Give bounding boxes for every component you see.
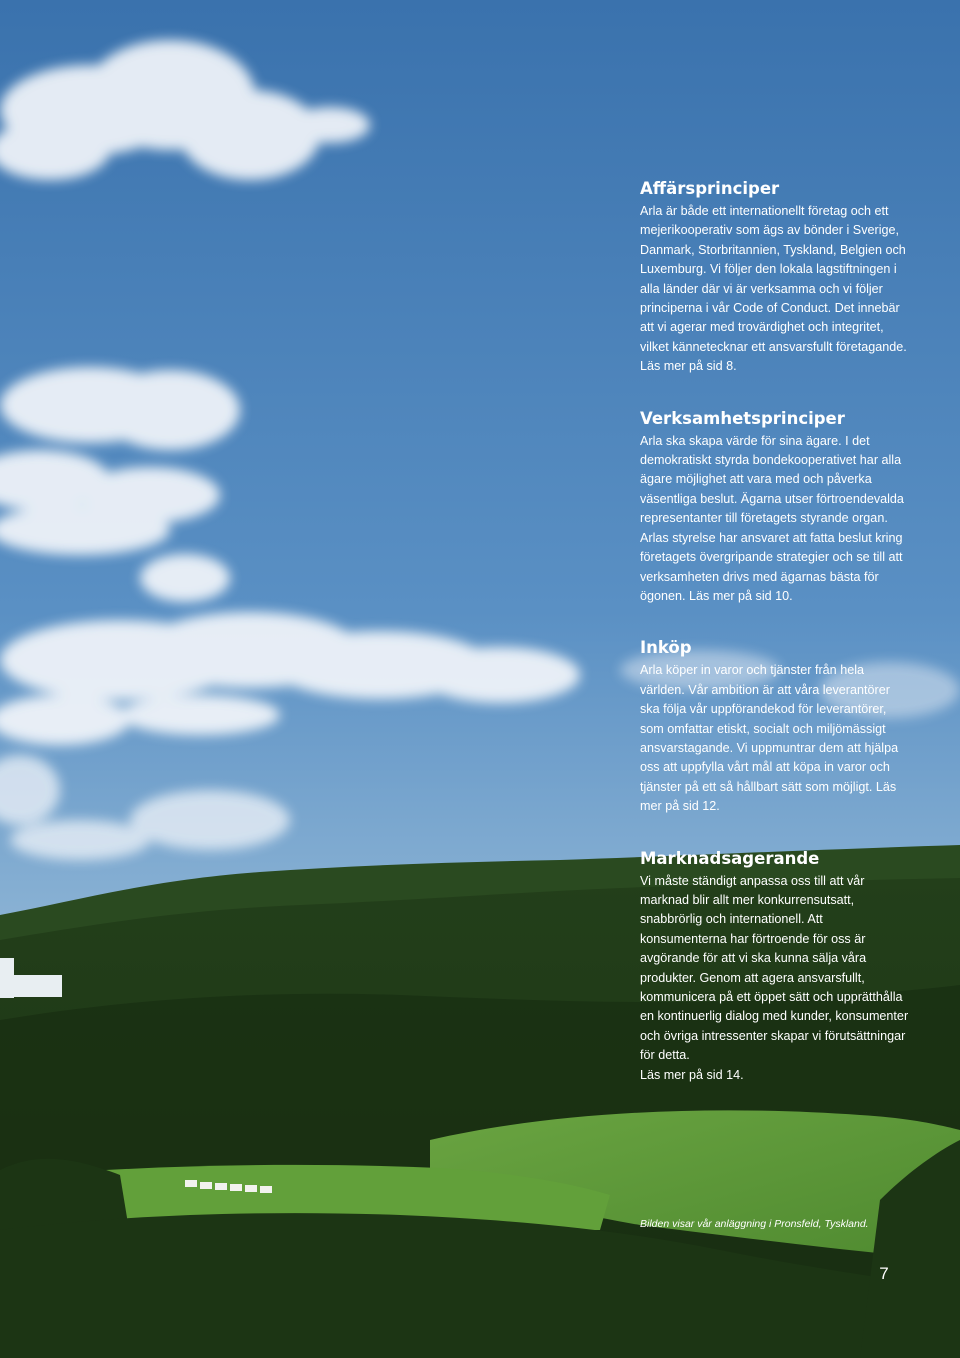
section-marknadsagerande xyxy=(640,848,910,1085)
photo-caption: Bilden visar vår anläggning i Pronsfeld, Tyskland. xyxy=(640,1218,869,1230)
section-title: Marknadsagerande xyxy=(640,848,820,868)
section-text: Arla köper in varor och tjänster från hela världen. Vår ambition är att våra leverantörer ska följa vår uppförandekod för leverantörer, som omfattar etiskt, socialt och miljömässigt ansvarstagande. Vi uppmuntrar dem att hjälpa oss att uppfylla vårt mål att köpa in varor och tjänster på ett så hållbart sätt som möjligt. Läs mer på sid 12. xyxy=(640,663,899,814)
section-verksamhetsprinciper xyxy=(640,408,910,607)
section-body xyxy=(640,661,910,816)
read-more-link[interactable]: Läs mer på sid 14. xyxy=(640,1067,744,1082)
section-title: Verksamhetsprinciper xyxy=(640,408,845,428)
section-text: Arla är både ett internationellt företag och ett mejerikooperativ som ägs av bönder i Sverige, Danmark, Storbritannien, Tyskland, Belgien och Luxemburg. Vi följer den lokala lagstiftningen i alla länder där vi är verksamma och vi följer principerna i vår Code of Conduct. Det innebär att vi agerar med trovärdighet och integritet, vilket kännetecknar ett ansvarsfullt företagande. xyxy=(640,204,907,354)
page-number: 7 xyxy=(879,1264,889,1283)
text-column xyxy=(640,178,910,1116)
section-text: Vi måste ständigt anpassa oss till att vår marknad blir allt mer konkurrensutsatt, snabbrörlig och internationell. Att konsumenterna har förtroende för oss är avgörande för att vi ska kunna sälja våra produkter. Genom att agera ansvarsfullt, kommunicera på ett öppet sätt och upprätthålla en kontinuerlig dialog med kunder, konsumenter och övriga intressenter skapar vi förutsättningar för detta. xyxy=(640,873,909,1063)
section-title: Inköp xyxy=(640,638,692,658)
section-text: Arla ska skapa värde för sina ägare. I det demokratiskt styrda bondekooperativet har alla ägare möjlighet att vara med och påverka väsentliga beslut. Ägarna utser förtroendevalda representanter till företagets styrande organ. Arlas styrelse har ansvaret att fatta beslut kring företagets övergripande strategier och se till att verksamheten drivs med ägarnas bästa för ögonen. Läs mer på sid 10. xyxy=(640,433,904,603)
read-more-link[interactable]: Läs mer på sid 8. xyxy=(640,359,737,374)
section-body xyxy=(640,872,910,1085)
section-body xyxy=(640,202,910,377)
section-title: Affärsprinciper xyxy=(640,179,780,198)
section-body xyxy=(640,432,910,607)
section-affarsprinciper xyxy=(640,178,910,377)
section-inkop xyxy=(640,637,910,816)
